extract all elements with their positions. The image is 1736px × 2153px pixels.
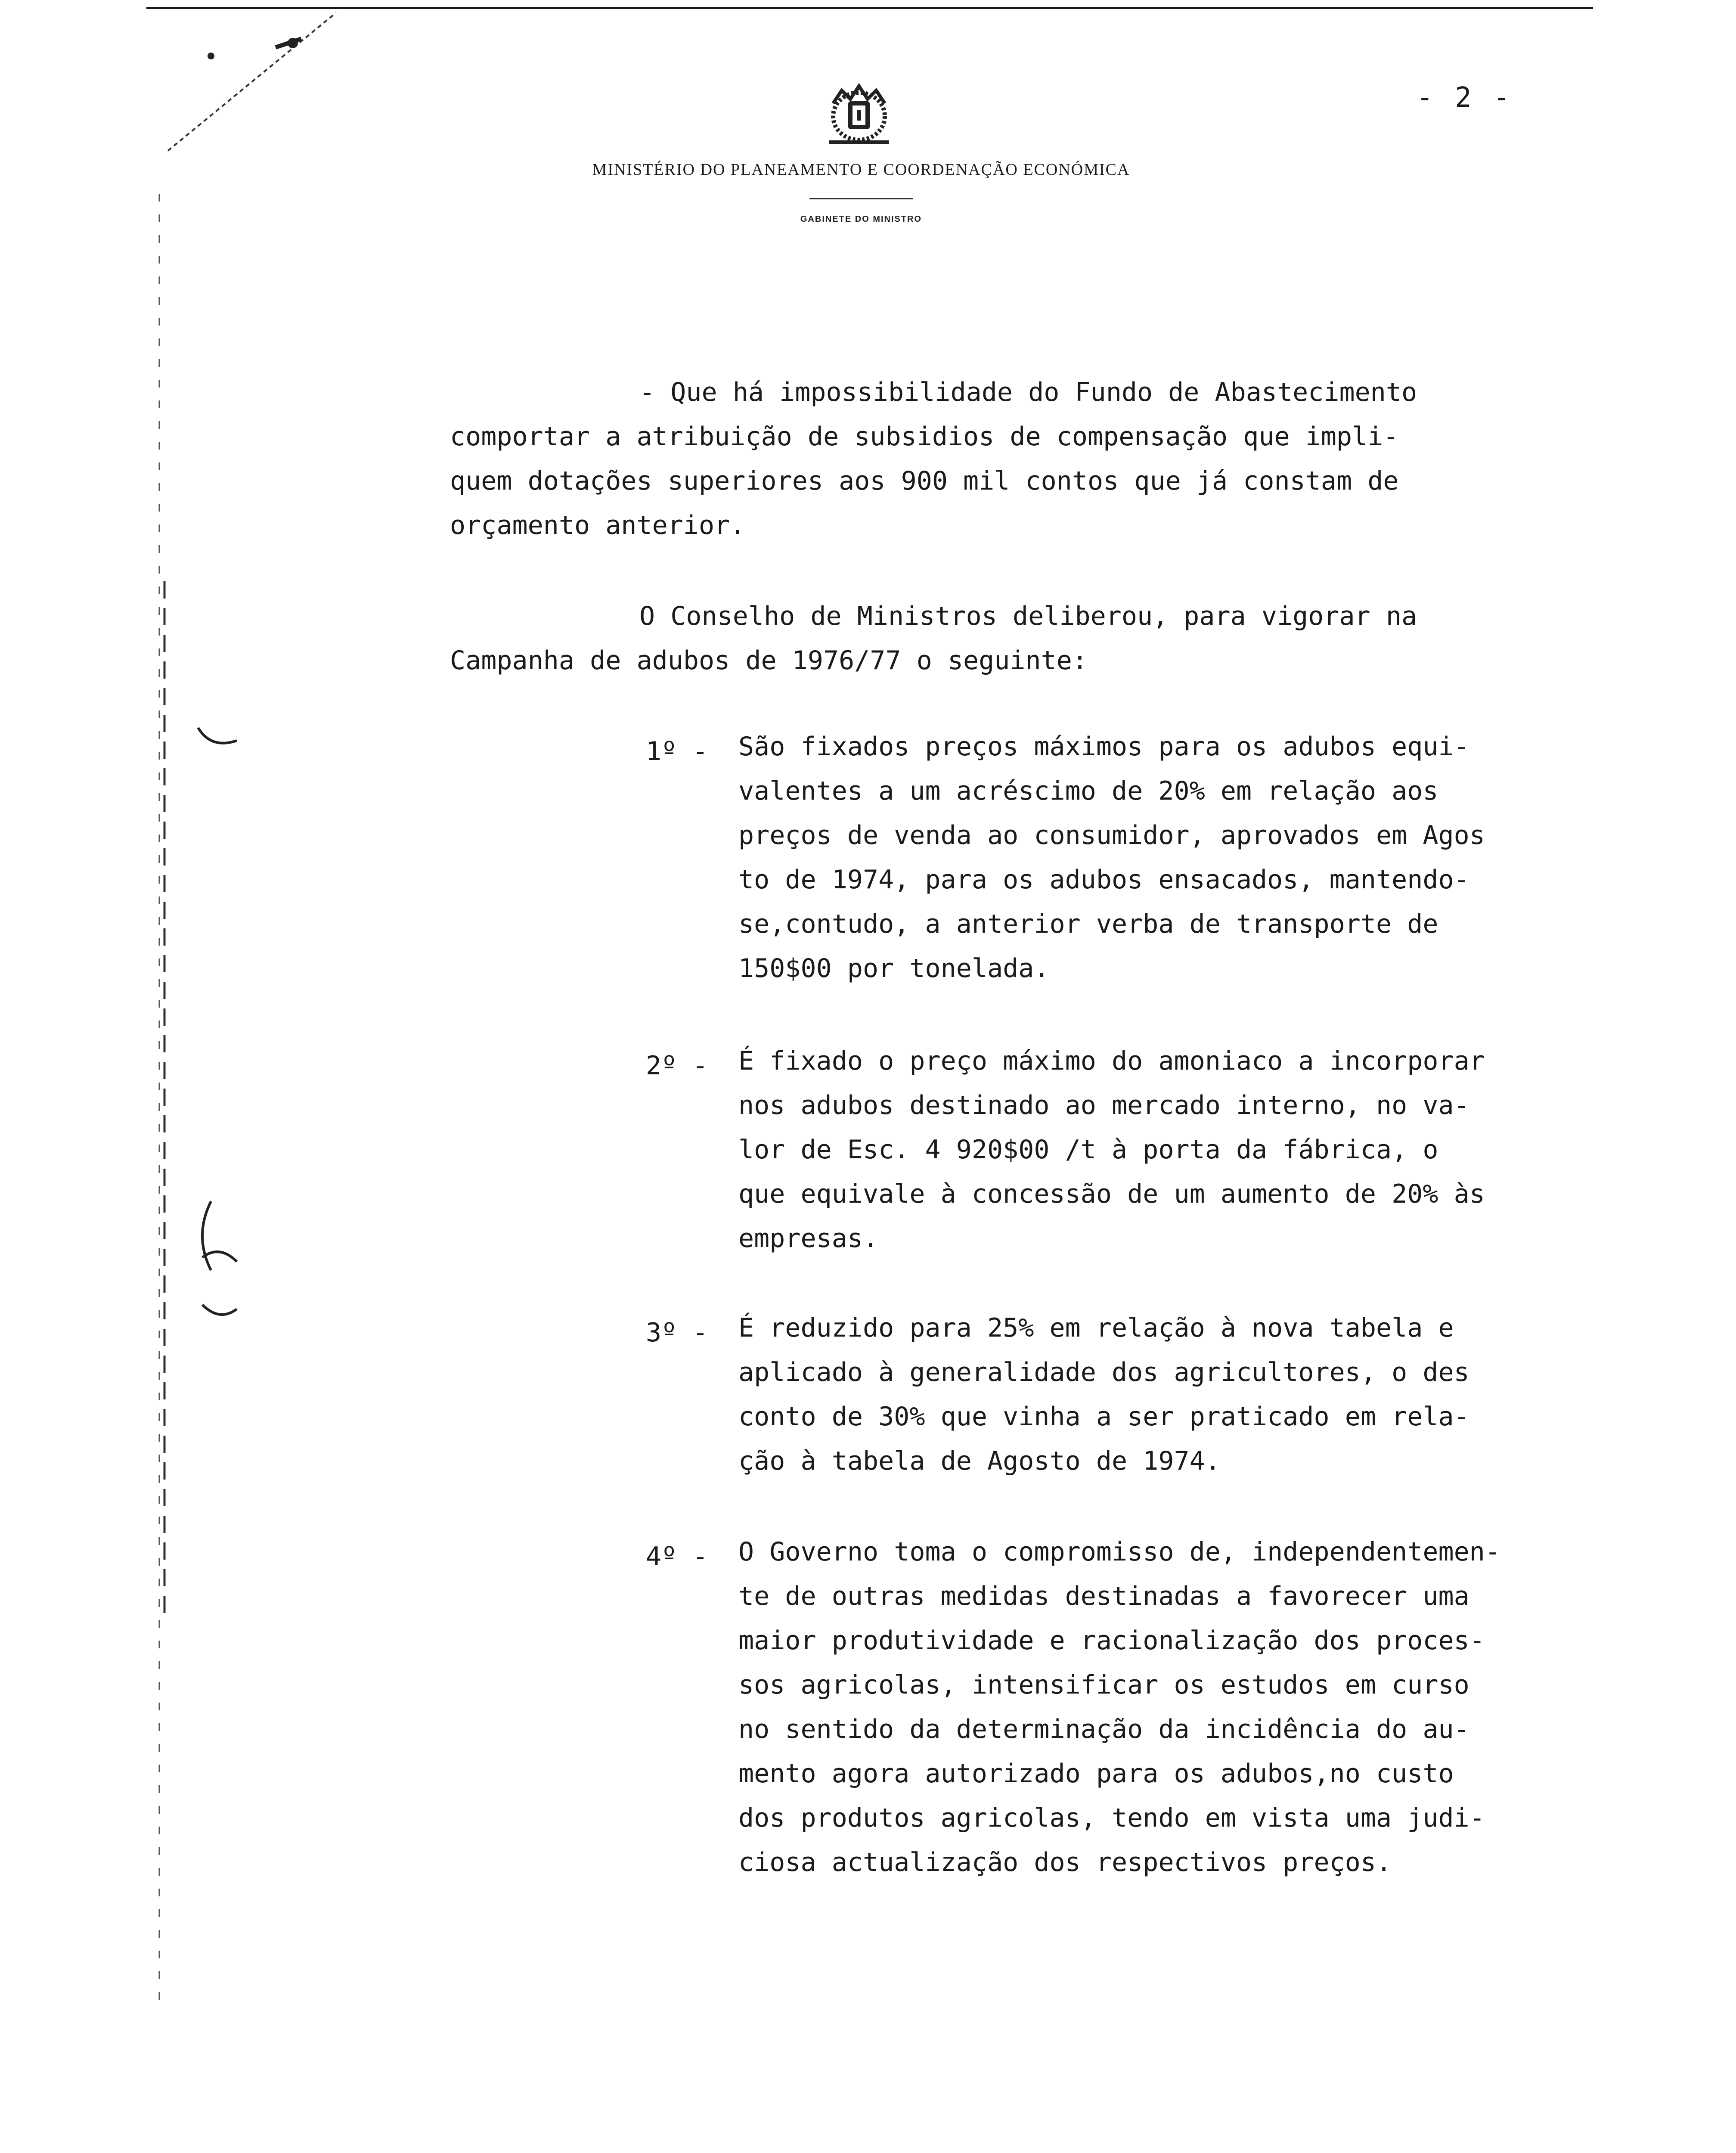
margin-binding-marks <box>146 194 250 2045</box>
page-number: - 2 - <box>1417 82 1513 114</box>
coat-of-arms-icon <box>816 78 902 151</box>
intro-paragraph-2: O Conselho de Ministros deliberou, para vigorar na Campanha de adubos de 1976/77 o seguinte: <box>450 601 1417 676</box>
item-text-2: É fixado o preço máximo do amoniaco a incorporar nos adubos destinado ao mercado interno, no va- lor de Esc. 4 920$00 /t à porta da fábrica, o que equivale à concessão de um aumento de 20% às empresas. <box>738 1046 1485 1253</box>
item-text-4: O Governo toma o compromisso de, independentemen- te de outras medidas destinadas a favorecer uma maior produtividade e racionalização dos proces- sos agricolas, intensificar os estudos em curso no sentido da determinação da incidência do au- mento agora autorizado para os adubos,no custo dos produtos agricolas, tendo em vista uma judi- ciosa actualização dos respectivos preços. <box>738 1537 1501 1877</box>
heading-underline <box>809 198 913 199</box>
cabinet-subheading: GABINETE DO MINISTRO <box>800 214 922 224</box>
top-edge-rule <box>146 7 1593 9</box>
item-number-2: 2º - <box>646 1051 708 1081</box>
intro-paragraph-1: - Que há impossibilidade do Fundo de Abastecimento comportar a atribuição de subsidios de compensação que impli- quem dotações superiores aos 900 mil contos que já constam de orçamento anterior. <box>450 377 1417 540</box>
item-number-1: 1º - <box>646 736 708 766</box>
scan-mark-diagonal <box>164 9 344 155</box>
ministry-heading: MINISTÉRIO DO PLANEAMENTO E COORDENAÇÃO ECONÓMICA <box>592 161 1130 179</box>
item-text-3: É reduzido para 25% em relação à nova tabela e aplicado à generalidade dos agricultores, o des conto de 30% que vinha a ser praticado em rela- ção à tabela de Agosto de 1974. <box>738 1313 1469 1476</box>
item-number-3: 3º - <box>646 1318 708 1348</box>
item-number-4: 4º - <box>646 1542 708 1572</box>
item-text-1: São fixados preços máximos para os adubos equi- valentes a um acréscimo de 20% em relação aos preços de venda ao consumidor, aprovados em Agos to de 1974, para os adubos ensacados, mantendo- se,contudo, a anterior verba de transporte de 150$00 por tonelada. <box>738 732 1485 983</box>
